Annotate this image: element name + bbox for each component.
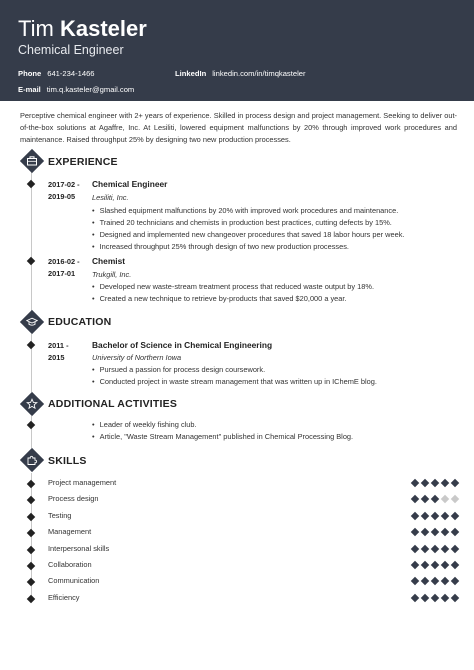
list-item: • Developed new waste-stream treatment process that reduced waste output by 18%. <box>92 281 452 293</box>
skill-marker <box>27 545 35 553</box>
skill-marker <box>27 595 35 603</box>
email-value[interactable]: tim.q.kasteler@gmail.com <box>46 85 135 94</box>
skill-marker <box>27 578 35 586</box>
skill-name: Process design <box>48 494 99 504</box>
skill-name: Interpersonal skills <box>48 543 110 553</box>
rating-filled-diamond <box>410 528 418 536</box>
experience-marker-2 <box>27 257 35 265</box>
list-item: • Slashed equipment malfunctions by 20% with improved work procedures and maintenance. <box>92 205 452 217</box>
linkedin-label: LinkedIn <box>175 69 207 78</box>
skill-name: Management <box>48 527 92 537</box>
rating-filled-diamond <box>410 544 418 552</box>
rating-empty-diamond <box>450 495 458 503</box>
job-1-start: 2017-02 - <box>48 180 80 189</box>
rating-filled-diamond <box>450 561 458 569</box>
rating-filled-diamond <box>410 577 418 585</box>
email-label: E-mail <box>18 85 41 94</box>
rating-filled-diamond <box>450 528 458 536</box>
rating-filled-diamond <box>410 561 418 569</box>
rating-filled-diamond <box>430 495 438 503</box>
linkedin-contact[interactable] <box>175 69 306 78</box>
skill-rating <box>411 578 458 584</box>
rating-filled-diamond <box>440 544 448 552</box>
education-bullets <box>92 364 452 388</box>
rating-filled-diamond <box>440 479 448 487</box>
activities-marker <box>27 421 35 429</box>
skill-rating <box>411 546 458 552</box>
section-title-skills: SKILLS <box>48 455 87 467</box>
skill-rating <box>411 529 458 535</box>
rating-filled-diamond <box>430 544 438 552</box>
candidate-name <box>18 16 147 42</box>
job-1-title: Chemical Engineer <box>92 179 168 189</box>
section-title-education: EDUCATION <box>48 316 112 328</box>
rating-filled-diamond <box>420 495 428 503</box>
phone-label: Phone <box>18 69 42 78</box>
star-icon <box>21 393 43 415</box>
experience-timeline <box>31 172 32 314</box>
rating-filled-diamond <box>440 577 448 585</box>
job-2-title: Chemist <box>92 256 126 266</box>
rating-filled-diamond <box>430 577 438 585</box>
rating-filled-diamond <box>450 594 458 602</box>
skill-name: Communication <box>48 576 100 586</box>
last-name: Kasteler <box>59 16 147 41</box>
job-1-dates <box>48 179 80 203</box>
briefcase-icon <box>21 150 43 172</box>
job-2-end: 2017-01 <box>48 269 76 278</box>
activities-bullets <box>92 419 452 443</box>
list-item: • Trained 20 technicians and chemists in production best practices, cutting defects by 15%. <box>92 217 452 229</box>
rating-filled-diamond <box>450 577 458 585</box>
rating-filled-diamond <box>420 479 428 487</box>
phone-value: 641-234-1466 <box>47 69 95 78</box>
skill-name: Project management <box>48 478 117 487</box>
rating-filled-diamond <box>420 544 428 552</box>
rating-filled-diamond <box>430 561 438 569</box>
education-dates <box>48 340 69 364</box>
section-title-experience: EXPERIENCE <box>48 156 118 168</box>
skill-rating <box>411 496 458 502</box>
education-school: University of Northern Iowa <box>92 353 182 362</box>
candidate-role: Chemical Engineer <box>18 43 124 57</box>
education-marker <box>27 341 35 349</box>
rating-filled-diamond <box>450 479 458 487</box>
profile-summary: Perceptive chemical engineer with 2+ years of experience. Skilled in process design and project management. Seeking to deliver out-of-the-box solutions at Agaffre, Inc. At Lesiliti, lowered equipment malfunctions by 20% through improved work procedures and maintenance. Raised throughput 25% by designing two new production processes. <box>20 111 457 144</box>
rating-filled-diamond <box>430 512 438 520</box>
puzzle-icon <box>21 449 43 471</box>
skill-marker <box>27 562 35 570</box>
graduation-cap-icon <box>21 311 43 333</box>
education-end: 2015 <box>48 353 65 362</box>
rating-filled-diamond <box>420 577 428 585</box>
skill-marker <box>27 529 35 537</box>
resume-header <box>0 0 474 101</box>
skill-name: Collaboration <box>48 560 92 569</box>
job-1-company: Lesiliti, Inc. <box>92 193 129 202</box>
skill-marker <box>27 513 35 521</box>
job-2-start: 2016-02 - <box>48 257 80 266</box>
skill-name: Efficiency <box>48 592 80 602</box>
rating-filled-diamond <box>440 594 448 602</box>
rating-filled-diamond <box>450 544 458 552</box>
skill-rating <box>411 562 458 568</box>
list-item: • Created a new technique to retrieve by-products that saved $20,000 a year. <box>92 293 452 305</box>
rating-filled-diamond <box>450 512 458 520</box>
email-contact[interactable] <box>18 85 134 94</box>
rating-filled-diamond <box>430 528 438 536</box>
education-degree: Bachelor of Science in Chemical Engineering <box>92 340 273 350</box>
phone-contact <box>18 69 95 78</box>
skill-rating <box>411 513 458 519</box>
job-1-bullets <box>92 205 452 253</box>
education-start: 2011 - <box>48 341 69 350</box>
list-item: • Increased throughput 25% through design of two new production processes. <box>92 241 452 253</box>
skill-rating <box>411 595 458 601</box>
rating-filled-diamond <box>420 512 428 520</box>
rating-filled-diamond <box>420 594 428 602</box>
rating-filled-diamond <box>440 561 448 569</box>
skill-marker <box>27 480 35 488</box>
rating-filled-diamond <box>420 561 428 569</box>
skill-name: Testing <box>48 510 72 520</box>
rating-filled-diamond <box>440 528 448 536</box>
job-2-company: Trukgill, Inc. <box>92 270 132 279</box>
list-item: • Designed and implemented new changeover procedures that saved 18 labor hours per week. <box>92 229 452 241</box>
rating-filled-diamond <box>440 512 448 520</box>
rating-filled-diamond <box>420 528 428 536</box>
skill-rating <box>411 480 458 486</box>
first-name: Tim <box>18 16 54 41</box>
rating-filled-diamond <box>410 512 418 520</box>
list-item: • Leader of weekly fishing club. <box>92 419 452 431</box>
job-1-end: 2019-05 <box>48 192 76 201</box>
rating-filled-diamond <box>430 594 438 602</box>
job-2-bullets <box>92 281 452 305</box>
linkedin-value[interactable]: linkedin.com/in/timqkasteler <box>212 69 306 78</box>
job-2-dates <box>48 256 80 280</box>
rating-empty-diamond <box>440 495 448 503</box>
experience-marker-1 <box>27 180 35 188</box>
rating-filled-diamond <box>410 479 418 487</box>
rating-filled-diamond <box>410 594 418 602</box>
rating-filled-diamond <box>430 479 438 487</box>
list-item: • Article, "Waste Stream Management" published in Chemical Processing Blog. <box>92 431 452 443</box>
section-title-activities: ADDITIONAL ACTIVITIES <box>48 398 178 410</box>
list-item: • Conducted project in waste stream management that was written up in IChemE blog. <box>92 376 452 388</box>
list-item: • Pursued a passion for process design coursework. <box>92 364 452 376</box>
skill-marker <box>27 496 35 504</box>
rating-filled-diamond <box>410 495 418 503</box>
